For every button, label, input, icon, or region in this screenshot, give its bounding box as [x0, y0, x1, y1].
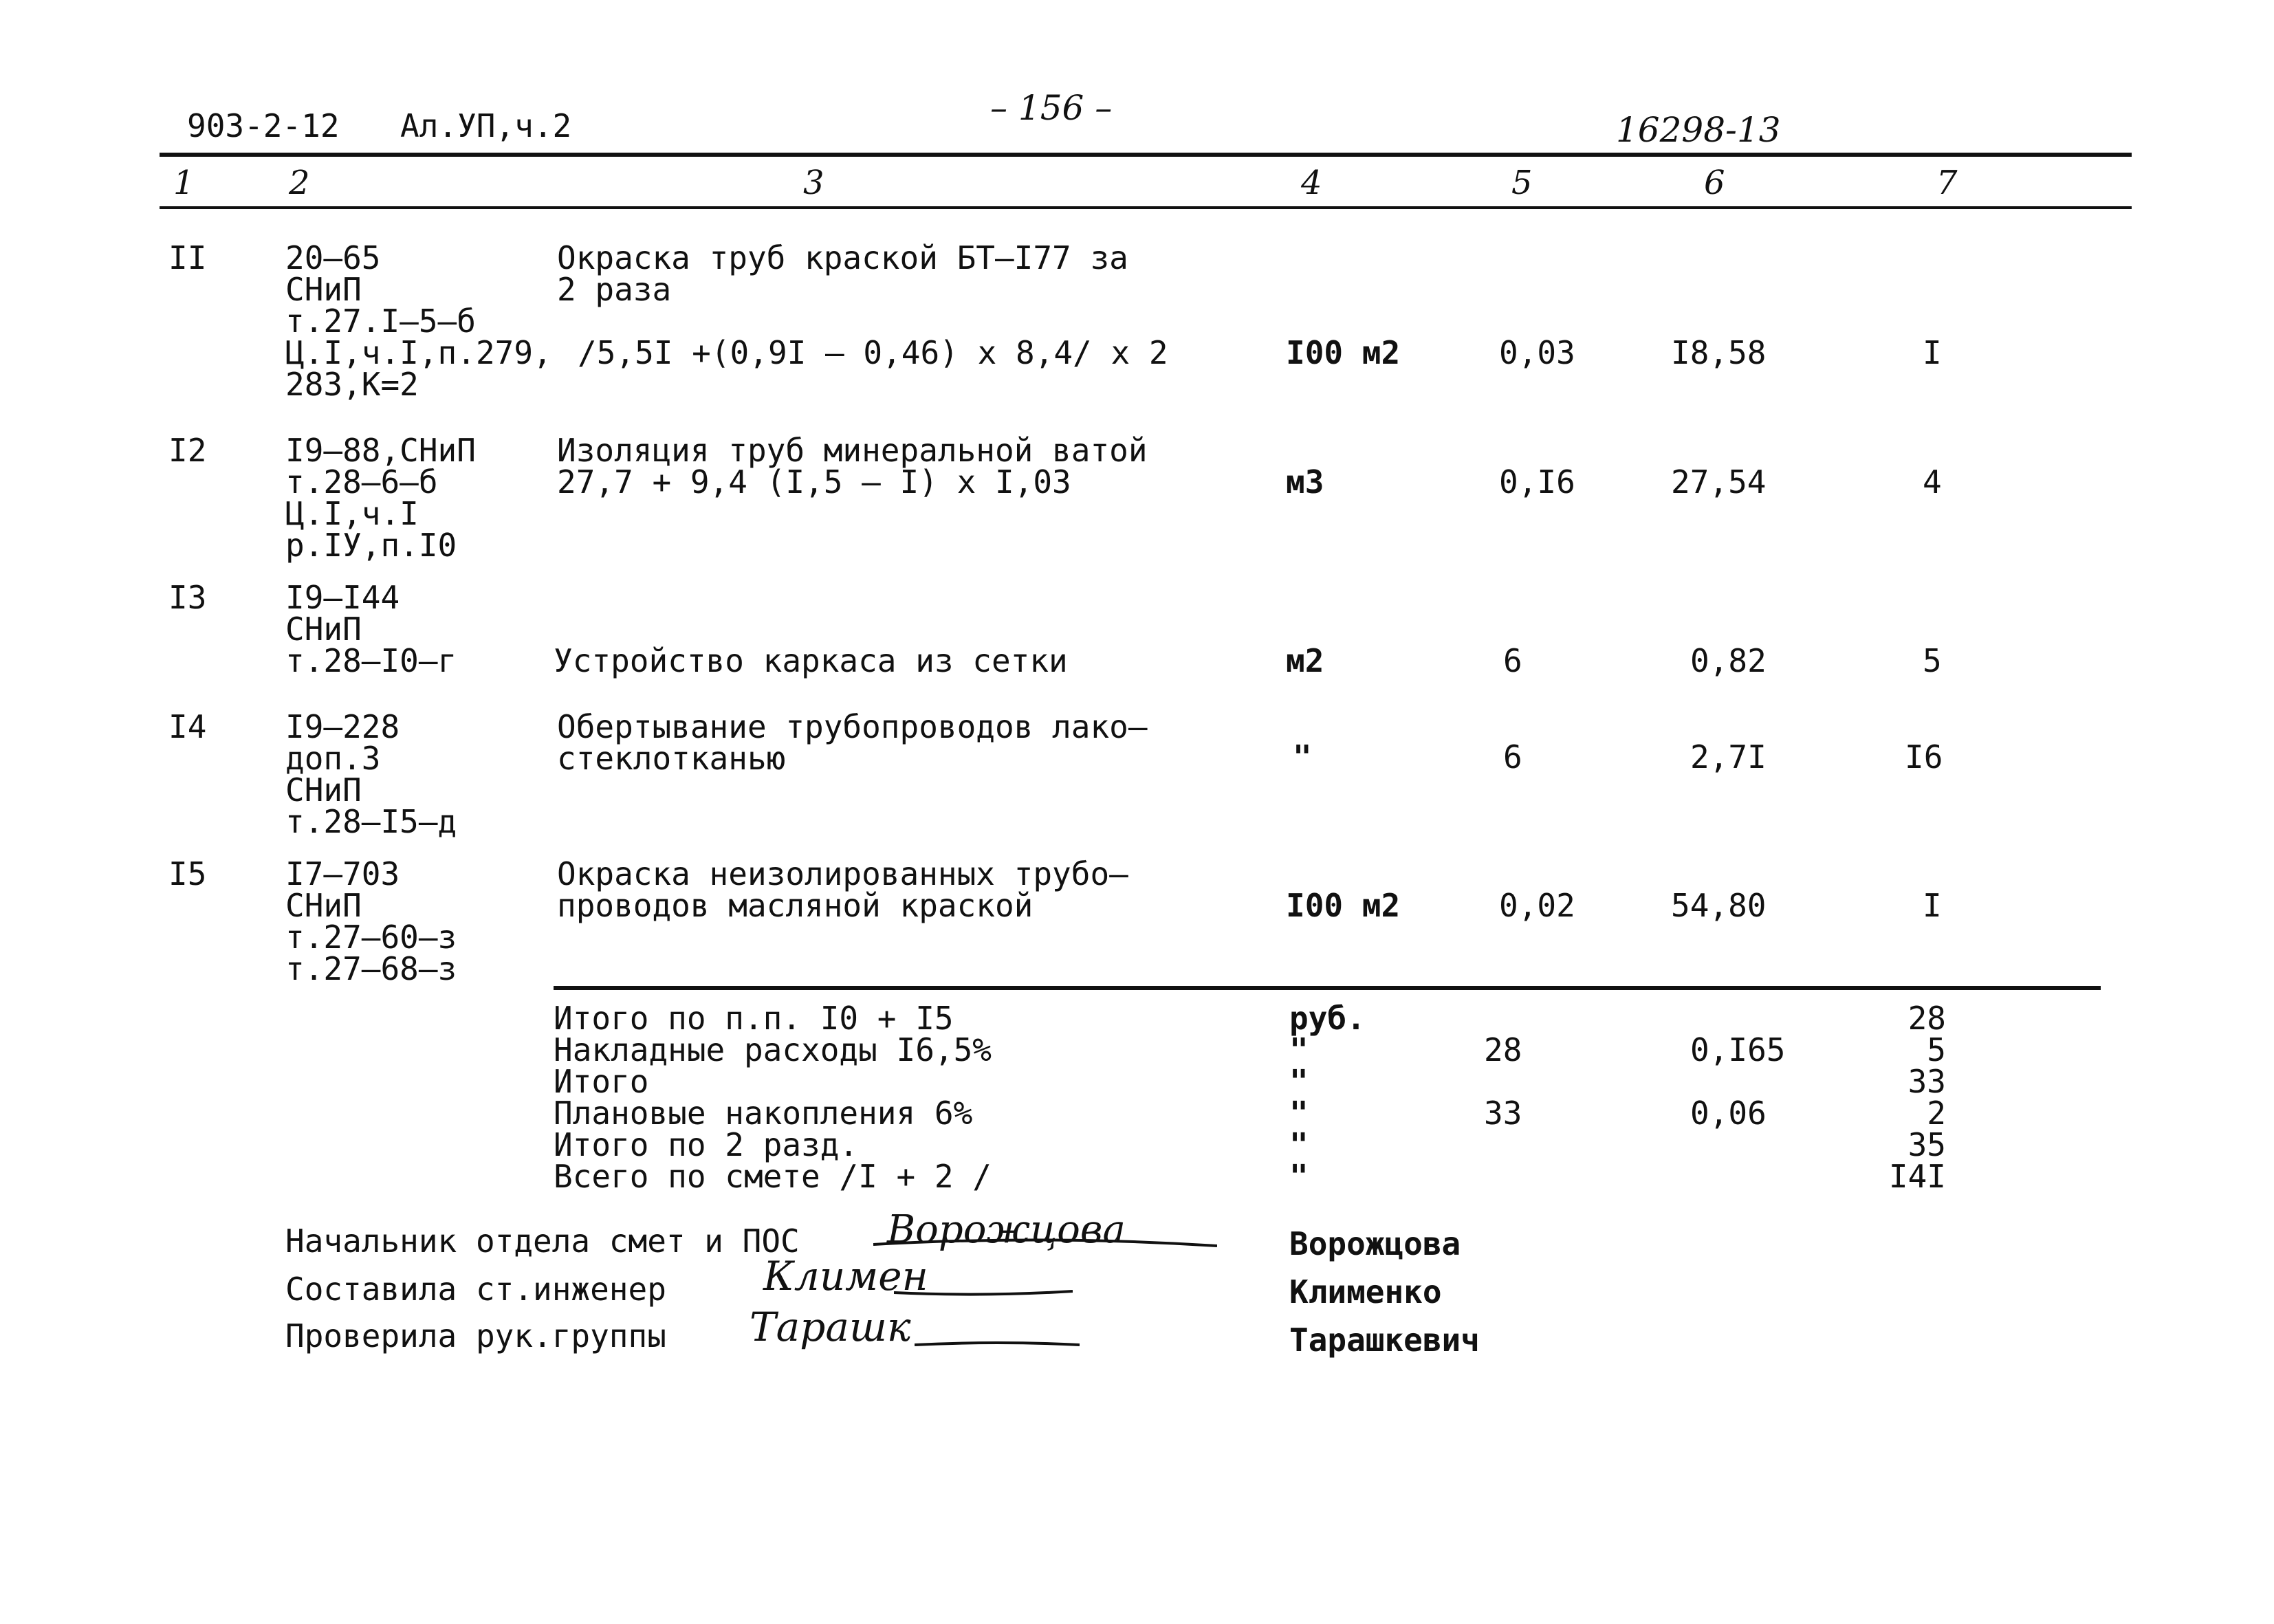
summary-total: 28: [1907, 1000, 1946, 1037]
doc-code: 903-2-12: [187, 107, 340, 144]
row-code: [285, 708, 457, 840]
row-code: [285, 579, 457, 679]
signature-name: Клименко: [1289, 1273, 1442, 1310]
code-line: 283,К=2: [285, 366, 419, 403]
row-total: 5: [1923, 642, 1942, 679]
row-code: [285, 855, 457, 987]
summary-label: Итого по п.п. I0 + I5: [554, 1000, 954, 1037]
code-line: СНиП: [285, 887, 362, 924]
row-quantity: 0,03: [1499, 334, 1575, 371]
row-unit: I00 м2: [1286, 887, 1401, 924]
desc-line: [557, 305, 1168, 337]
code-line: т.27–60–з: [285, 919, 457, 956]
desc-line: стеклотканью: [557, 740, 786, 777]
code-line: СНиП: [285, 611, 362, 648]
desc-line: Изоляция труб минеральной ватой: [557, 432, 1148, 469]
row-unit: I00 м2: [1286, 334, 1401, 371]
row-quantity: 6: [1503, 642, 1522, 679]
signature-role: Проверила рук.группы: [285, 1317, 666, 1354]
row-quantity: 0,I6: [1499, 463, 1575, 501]
row-quantity: 6: [1503, 738, 1522, 776]
summary-units: [1289, 1000, 1366, 1195]
summary-unit: ": [1289, 1158, 1309, 1195]
summary-total: 2: [1927, 1095, 1946, 1132]
summary-label: Накладные расходы I6,5%: [554, 1031, 992, 1068]
handwritten-signature: Тарашк: [750, 1304, 911, 1350]
desc-line: проводов масляной краской: [557, 887, 1034, 924]
summary-unit: ": [1289, 1063, 1309, 1100]
desc-line: Окраска труб краской БТ–I77 за: [557, 239, 1128, 276]
summary-qty: 28: [1484, 1031, 1522, 1068]
code-line: Ц.I,ч.I,п.279,: [285, 334, 552, 371]
summary-qty: [1484, 1161, 1522, 1192]
column-header-5: 5: [1511, 164, 1533, 202]
signature-role: Составила ст.инженер: [285, 1271, 666, 1308]
album-ref: Ал.УП,ч.2: [400, 107, 572, 144]
row-description: [557, 855, 1128, 924]
row-number: I3: [168, 579, 207, 616]
code-line: доп.3: [285, 740, 381, 777]
handwritten-signature: Климен: [763, 1253, 928, 1299]
desc-line: /5,5I +(0,9I – 0,46) х 8,4/ х 2: [578, 334, 1168, 371]
column-header-2: 2: [289, 164, 310, 202]
page-number: – 156 –: [990, 88, 1113, 128]
column-header-7: 7: [1936, 164, 1958, 202]
signature-name: Тарашкевич: [1289, 1321, 1480, 1359]
row-price: 27,54: [1671, 463, 1767, 501]
summary-label: Всего по смете /I + 2 /: [554, 1158, 992, 1195]
summary-label: Плановые накопления 6%: [554, 1095, 973, 1132]
summary-qty: 33: [1484, 1095, 1522, 1132]
column-header-3: 3: [803, 164, 824, 202]
summary-rule: [554, 986, 2101, 990]
summary-label: Итого: [554, 1063, 649, 1100]
inventory-number: 16298-13: [1616, 110, 1781, 150]
row-number: I2: [168, 432, 207, 469]
summary-unit: руб.: [1289, 1000, 1366, 1037]
row-total: I: [1923, 887, 1942, 924]
row-code: [285, 239, 552, 403]
signature-stroke: [873, 1238, 1217, 1251]
row-unit: ": [1293, 738, 1312, 776]
summary-total: I4I: [1888, 1158, 1946, 1195]
row-description: [557, 432, 1148, 501]
code-line: I9–I44: [285, 579, 400, 616]
summary-rates: [1690, 1002, 1785, 1192]
summary-labels: [554, 1000, 992, 1195]
summary-rate: [1690, 1002, 1785, 1034]
summary-rate: [1690, 1129, 1785, 1161]
code-line: р.IУ,п.I0: [285, 527, 457, 564]
summary-rate: 0,06: [1690, 1095, 1767, 1132]
summary-total: 35: [1907, 1126, 1946, 1163]
signature-stroke: [894, 1287, 1073, 1301]
code-line: т.28–I0–г: [285, 642, 457, 679]
code-line: I9–88,СНиП: [285, 432, 476, 469]
row-price: 0,82: [1690, 642, 1767, 679]
row-number: II: [168, 239, 207, 276]
summary-total: 5: [1927, 1031, 1946, 1068]
code-line: СНиП: [285, 271, 362, 308]
row-total: I: [1923, 334, 1942, 371]
row-price: I8,58: [1671, 334, 1767, 371]
summary-qty: [1484, 1002, 1522, 1034]
row-total: 4: [1923, 463, 1942, 501]
desc-line: Окраска неизолированных трубо–: [557, 855, 1128, 892]
code-line: т.28–I5–д: [285, 803, 457, 840]
summary-rate: [1690, 1066, 1785, 1097]
row-description: Устройство каркаса из сетки: [554, 642, 1068, 679]
code-line: 20–65: [285, 239, 381, 276]
summary-unit: ": [1289, 1031, 1309, 1068]
row-number: I4: [168, 708, 207, 745]
code-line: СНиП: [285, 771, 362, 809]
summary-qty: [1484, 1129, 1522, 1161]
code-line: т.27.I–5–б: [285, 303, 476, 340]
signature-name: Ворожцова: [1289, 1225, 1461, 1262]
summary-total: 33: [1907, 1063, 1946, 1100]
row-total: I6: [1905, 738, 1943, 776]
summary-quantities: [1484, 1002, 1522, 1192]
code-line: т.27–68–з: [285, 950, 457, 987]
handwritten-signature: Ворожцова: [887, 1207, 1126, 1252]
column-header-1: 1: [173, 164, 195, 202]
row-quantity: 0,02: [1499, 887, 1575, 924]
row-description: [557, 708, 1148, 777]
code-line: Ц.I,ч.I: [285, 495, 419, 532]
desc-line: 2 раза: [557, 271, 672, 308]
summary-totals: [1884, 1000, 1946, 1195]
code-line: I7–703: [285, 855, 400, 892]
row-number: I5: [168, 855, 207, 892]
header-rule-top: [160, 153, 2132, 157]
code-line: I9–228: [285, 708, 400, 745]
row-price: 54,80: [1671, 887, 1767, 924]
summary-qty: [1484, 1066, 1522, 1097]
summary-label: Итого по 2 разд.: [554, 1126, 859, 1163]
summary-rate: 0,I65: [1690, 1031, 1786, 1068]
row-unit: м3: [1286, 463, 1324, 501]
row-code: [285, 432, 476, 564]
column-header-4: 4: [1301, 164, 1322, 202]
row-price: 2,7I: [1690, 738, 1767, 776]
signature-stroke: [915, 1338, 1080, 1352]
desc-line: 27,7 + 9,4 (I,5 – I) х I,03: [557, 463, 1071, 501]
header-rule-bottom: [160, 206, 2132, 209]
code-line: т.28–6–б: [285, 463, 438, 501]
signature-role: Начальник отдела смет и ПОС: [285, 1222, 800, 1260]
column-header-6: 6: [1704, 164, 1725, 202]
summary-rate: [1690, 1161, 1785, 1192]
summary-unit: ": [1289, 1095, 1309, 1132]
row-description: [557, 239, 1168, 371]
row-unit: м2: [1286, 642, 1324, 679]
summary-unit: ": [1289, 1126, 1309, 1163]
desc-line: Обертывание трубопроводов лако–: [557, 708, 1148, 745]
